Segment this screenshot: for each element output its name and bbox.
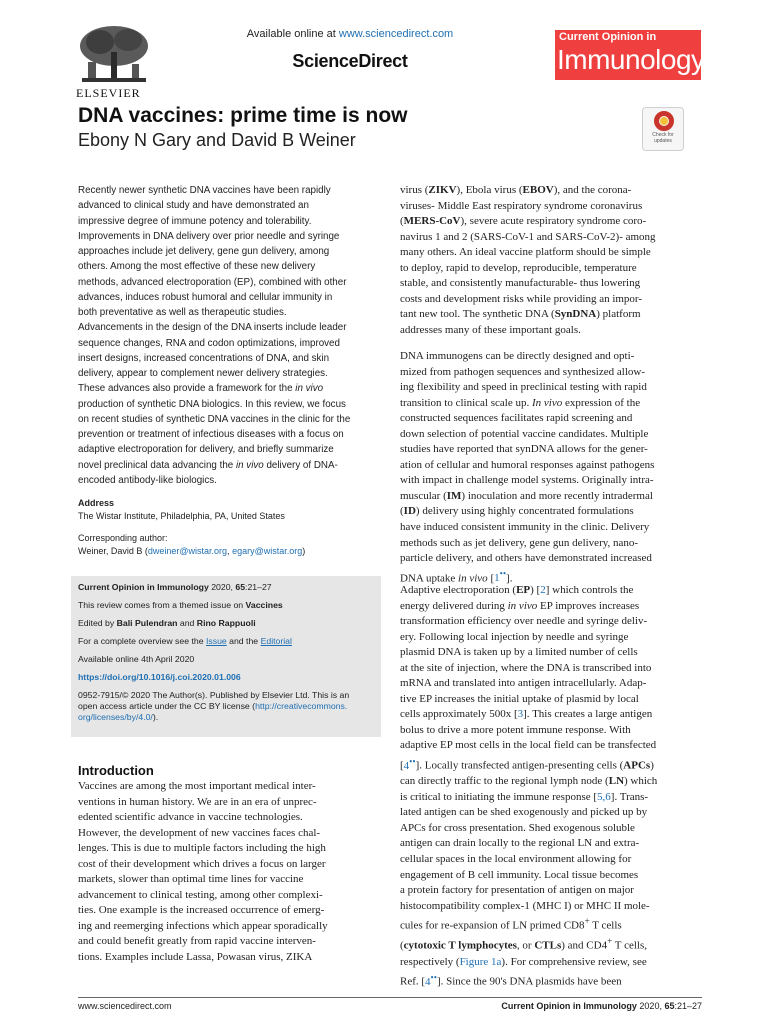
crossmark-label: Check for updates bbox=[652, 132, 674, 144]
editorial-link[interactable]: Editorial bbox=[260, 636, 292, 646]
email-link-egary[interactable]: egary@wistar.org bbox=[232, 546, 303, 556]
abstract-line: advanced to clinical study and have demonstrated an bbox=[78, 200, 309, 212]
introduction-line: ties. One example is the increased occurrence of emerg- bbox=[78, 904, 325, 917]
abstract-line: insert designs, increased concentrations of DNA, and skin bbox=[78, 352, 330, 364]
address-label: Address bbox=[78, 498, 115, 508]
ref-link-2[interactable]: 2 bbox=[540, 584, 546, 596]
sciencedirect-link[interactable]: www.sciencedirect.com bbox=[338, 28, 454, 40]
license-link[interactable]: http://creativecommons. bbox=[255, 701, 348, 711]
footer-site[interactable]: www.sciencedirect.com bbox=[78, 1001, 172, 1011]
introduction-line: ing and reemerging infections which appear sporadically bbox=[78, 919, 328, 932]
introduction-line: and could benefit greatly from rapid vaccine interven- bbox=[78, 935, 316, 948]
ref-link-4[interactable]: 4•• bbox=[403, 756, 416, 772]
overview-line: For a complete overview see the Issue and the Editorial bbox=[78, 636, 292, 646]
introduction-line: markets, slower than optimal time lines for vaccine bbox=[78, 873, 304, 886]
introduction-line: Vaccines are among the most important medical inter- bbox=[78, 780, 316, 792]
introduction-text bbox=[78, 779, 380, 966]
ref-link-3[interactable]: 3 bbox=[517, 708, 524, 721]
introduction-line: lenges. This is due to multiple factors including the high bbox=[78, 842, 326, 855]
issue-link[interactable]: Issue bbox=[205, 636, 227, 646]
abstract-line: both preventative as well as therapeutic studies. bbox=[78, 307, 287, 318]
introduction-line: tions. Examples include Lassa, Powasan virus, ZIKA bbox=[78, 951, 313, 964]
ref-link-1[interactable]: 1•• bbox=[494, 568, 507, 585]
doi-link[interactable]: https://doi.org/10.1016/j.coi.2020.01.006 bbox=[78, 672, 241, 682]
corr-label: Corresponding author: bbox=[78, 533, 168, 543]
journal-logo bbox=[555, 30, 705, 80]
figure-1a-link[interactable]: Figure 1a bbox=[459, 955, 502, 968]
address-block bbox=[78, 497, 378, 523]
abstract-line: on recent studies of synthetic DNA vaccines in the clinic for the bbox=[78, 413, 351, 425]
check-for-updates-button[interactable] bbox=[642, 107, 684, 151]
license-text: 0952-7915/© 2020 The Author(s). Published by Elsevier Ltd. This is an open access article under the CC BY license (http://creativecommons. org/licenses/by/4.0/). bbox=[78, 690, 350, 722]
introduction-line: However, the development of new vaccines faces chal- bbox=[78, 826, 321, 839]
edited-by-line: Edited by Bali Pulendran and Rino Rappuoli bbox=[78, 618, 256, 628]
abstract-line: others. Among the most effective of these new delivery bbox=[78, 261, 316, 273]
article-title: DNA vaccines: prime time is now bbox=[78, 104, 408, 127]
abstract-line: encoded antibody-like biologics. bbox=[78, 474, 217, 486]
abstract bbox=[78, 183, 378, 488]
corr-line: Weiner, David B (dweiner@wistar.org, egary@wistar.org) bbox=[78, 546, 306, 556]
available-online bbox=[200, 28, 500, 40]
article-info-box bbox=[71, 576, 381, 737]
abstract-line: Recently newer synthetic DNA vaccines have been rapidly bbox=[78, 185, 331, 196]
abstract-line: sequence changes, RNA and codon optimizations, improved bbox=[78, 337, 340, 349]
page-header bbox=[0, 0, 768, 105]
abstract-line: prevention or treatment of infectious diseases with a focus on bbox=[78, 429, 344, 440]
right-paragraph-2: DNA immunogens can be directly designed and opti- mized from pathogen sequences and synthesized allow- ing flexibility and speed in preclinical testing with rapid transition to clinical scale up. In vivo expression of the constructed sequences facilitates rapid screening and down selection of potential vaccine candidates. Multiple studies have reported that synDNA allows for the gener- ation of cellular and humoral responses against pathogens with impact in challenge model systems. Originally intra- muscular (IM) inoculation and more recently intradermal (ID) delivery using highly concentrated formulations have induced consistent immunity in the clinic. Delivery methods such as jet delivery, gene gun delivery, nano- particle delivery, and others have demonstrated increased DNA uptake in vivo [1••]. bbox=[400, 350, 655, 585]
themed-issue-line: This review comes from a themed issue on Vaccines bbox=[78, 600, 283, 610]
available-prefix: Available online at bbox=[246, 28, 339, 40]
footer-citation: Current Opinion in Immunology 2020, 65:21–27 bbox=[501, 1001, 702, 1011]
introduction-line: cost of their development which drives a focus on larger bbox=[78, 857, 326, 870]
footer-rule bbox=[78, 997, 702, 998]
section-heading-introduction: Introduction bbox=[78, 763, 154, 778]
sciencedirect-brand: ScienceDirect bbox=[292, 51, 408, 71]
address-text: The Wistar Institute, Philadelphia, PA, United States bbox=[78, 511, 285, 521]
publisher-name: ELSEVIER bbox=[76, 86, 141, 100]
abstract-line: novel preclinical data advancing the in vivo delivery of DNA- bbox=[78, 459, 338, 471]
article-authors: Ebony N Gary and David B Weiner bbox=[78, 130, 356, 150]
abstract-line: production of synthetic DNA biologics. In this review, we focus bbox=[78, 398, 346, 410]
abstract-line: approaches include jet delivery, gene gun delivery, among bbox=[78, 246, 330, 257]
abstract-line: methods, advanced electroporation (EP), combined with other bbox=[78, 276, 347, 288]
introduction-line: ventions in human history. We are in an era of unprec- bbox=[78, 795, 317, 808]
abstract-line: advances, induces robust humoral and cellular immunity in bbox=[78, 291, 333, 303]
citation-line: Current Opinion in Immunology 2020, 65:21–27 bbox=[78, 582, 272, 592]
right-paragraph-1: virus (ZIKV), Ebola virus (EBOV), and the corona- viruses- Middle East respiratory syndrome coronavirus (MERS-CoV), severe acute respiratory syndrome coro- navirus 1 and 2 (SARS-CoV-1 and SARS-CoV-2)- among many others. An ideal vaccine platform should be simple to deploy, rapid to develop, reproducible, temperature stable, and consistently manufacturable- thus lowering costs and development risks while providing an impor- tant new tool. The synthetic DNA (SynDNA) platform addresses many of these important goals. bbox=[400, 184, 656, 336]
abstract-line: These advances also provide a framework for the in vivo bbox=[78, 383, 324, 395]
abstract-line: impressive degree of immune potency and tolerability. bbox=[78, 215, 312, 227]
introduction-line: advancement to clinical testing, among other complexi- bbox=[78, 888, 323, 901]
elsevier-tree-logo bbox=[76, 24, 152, 86]
journal-logo-name: Immunology bbox=[557, 44, 705, 75]
introduction-line: edented scientific advance in vaccine technologies. bbox=[78, 811, 303, 824]
title-block bbox=[78, 104, 638, 151]
abstract-line: Improvements in DNA delivery over prior needle and syringe bbox=[78, 230, 340, 242]
abstract-line: delivery, appear to complement newer delivery strategies. bbox=[78, 368, 328, 379]
ref-link-5-6[interactable]: 5,6 bbox=[597, 790, 611, 803]
right-paragraph-3: Adaptive electroporation (EP) [2] which controls the energy delivered during in vivo EP improves increases transformation efficiency over needle and syringe deliv- ery. Following local injection by needle and syringe plasmid DNA is taken up by a limited number of cells at the site of injection, where the DNA is transcribed into mRNA and translated into antigen intracellularly. Adap- tive EP increases the initial uptake of plasmid by local cells approximately 500x [3]. This creates a large antigen bolus to drive a more potent immune response. With adaptive EP most cells in the local field can be transfected [4••]. Locally transfected antigen-presenting cells (APCs) can directly traffic to the regional lymph node (LN) which is critical to initiating the immune response [5,6]. Trans- lated antigen can be shed exogenously and picked up by APCs for cross presentation. Shed exogenous soluble antigen can drain locally to the regional LN and extra- cellular spaces in the local environment allowing for engagement of B cell immunity. Local tissue becomes a protein factory for presentation of antigen on major histocompatibility complex-1 (MHC I) or MHC II mole- cules for re-expansion of LN primed CD8+ T cells (cytotoxic T lymphocytes, or CTLs) and CD4+ T cells, respectively (Figure 1a). For comprehensive review, see Ref. [4••]. Since the 90's DNA plasmids have been bbox=[400, 584, 658, 988]
ref-link-4b[interactable]: 4•• bbox=[425, 972, 437, 988]
email-link-dweiner[interactable]: dweiner@wistar.org bbox=[147, 546, 228, 556]
corresponding-author bbox=[78, 532, 378, 558]
available-online-date: Available online 4th April 2020 bbox=[78, 654, 195, 664]
abstract-line: adaptive electroporation for delivery, and briefly summarize bbox=[78, 444, 334, 456]
journal-logo-top: Current Opinion in bbox=[559, 31, 657, 43]
abstract-line: Advancements in the design of the DNA inserts include leader bbox=[78, 322, 347, 334]
